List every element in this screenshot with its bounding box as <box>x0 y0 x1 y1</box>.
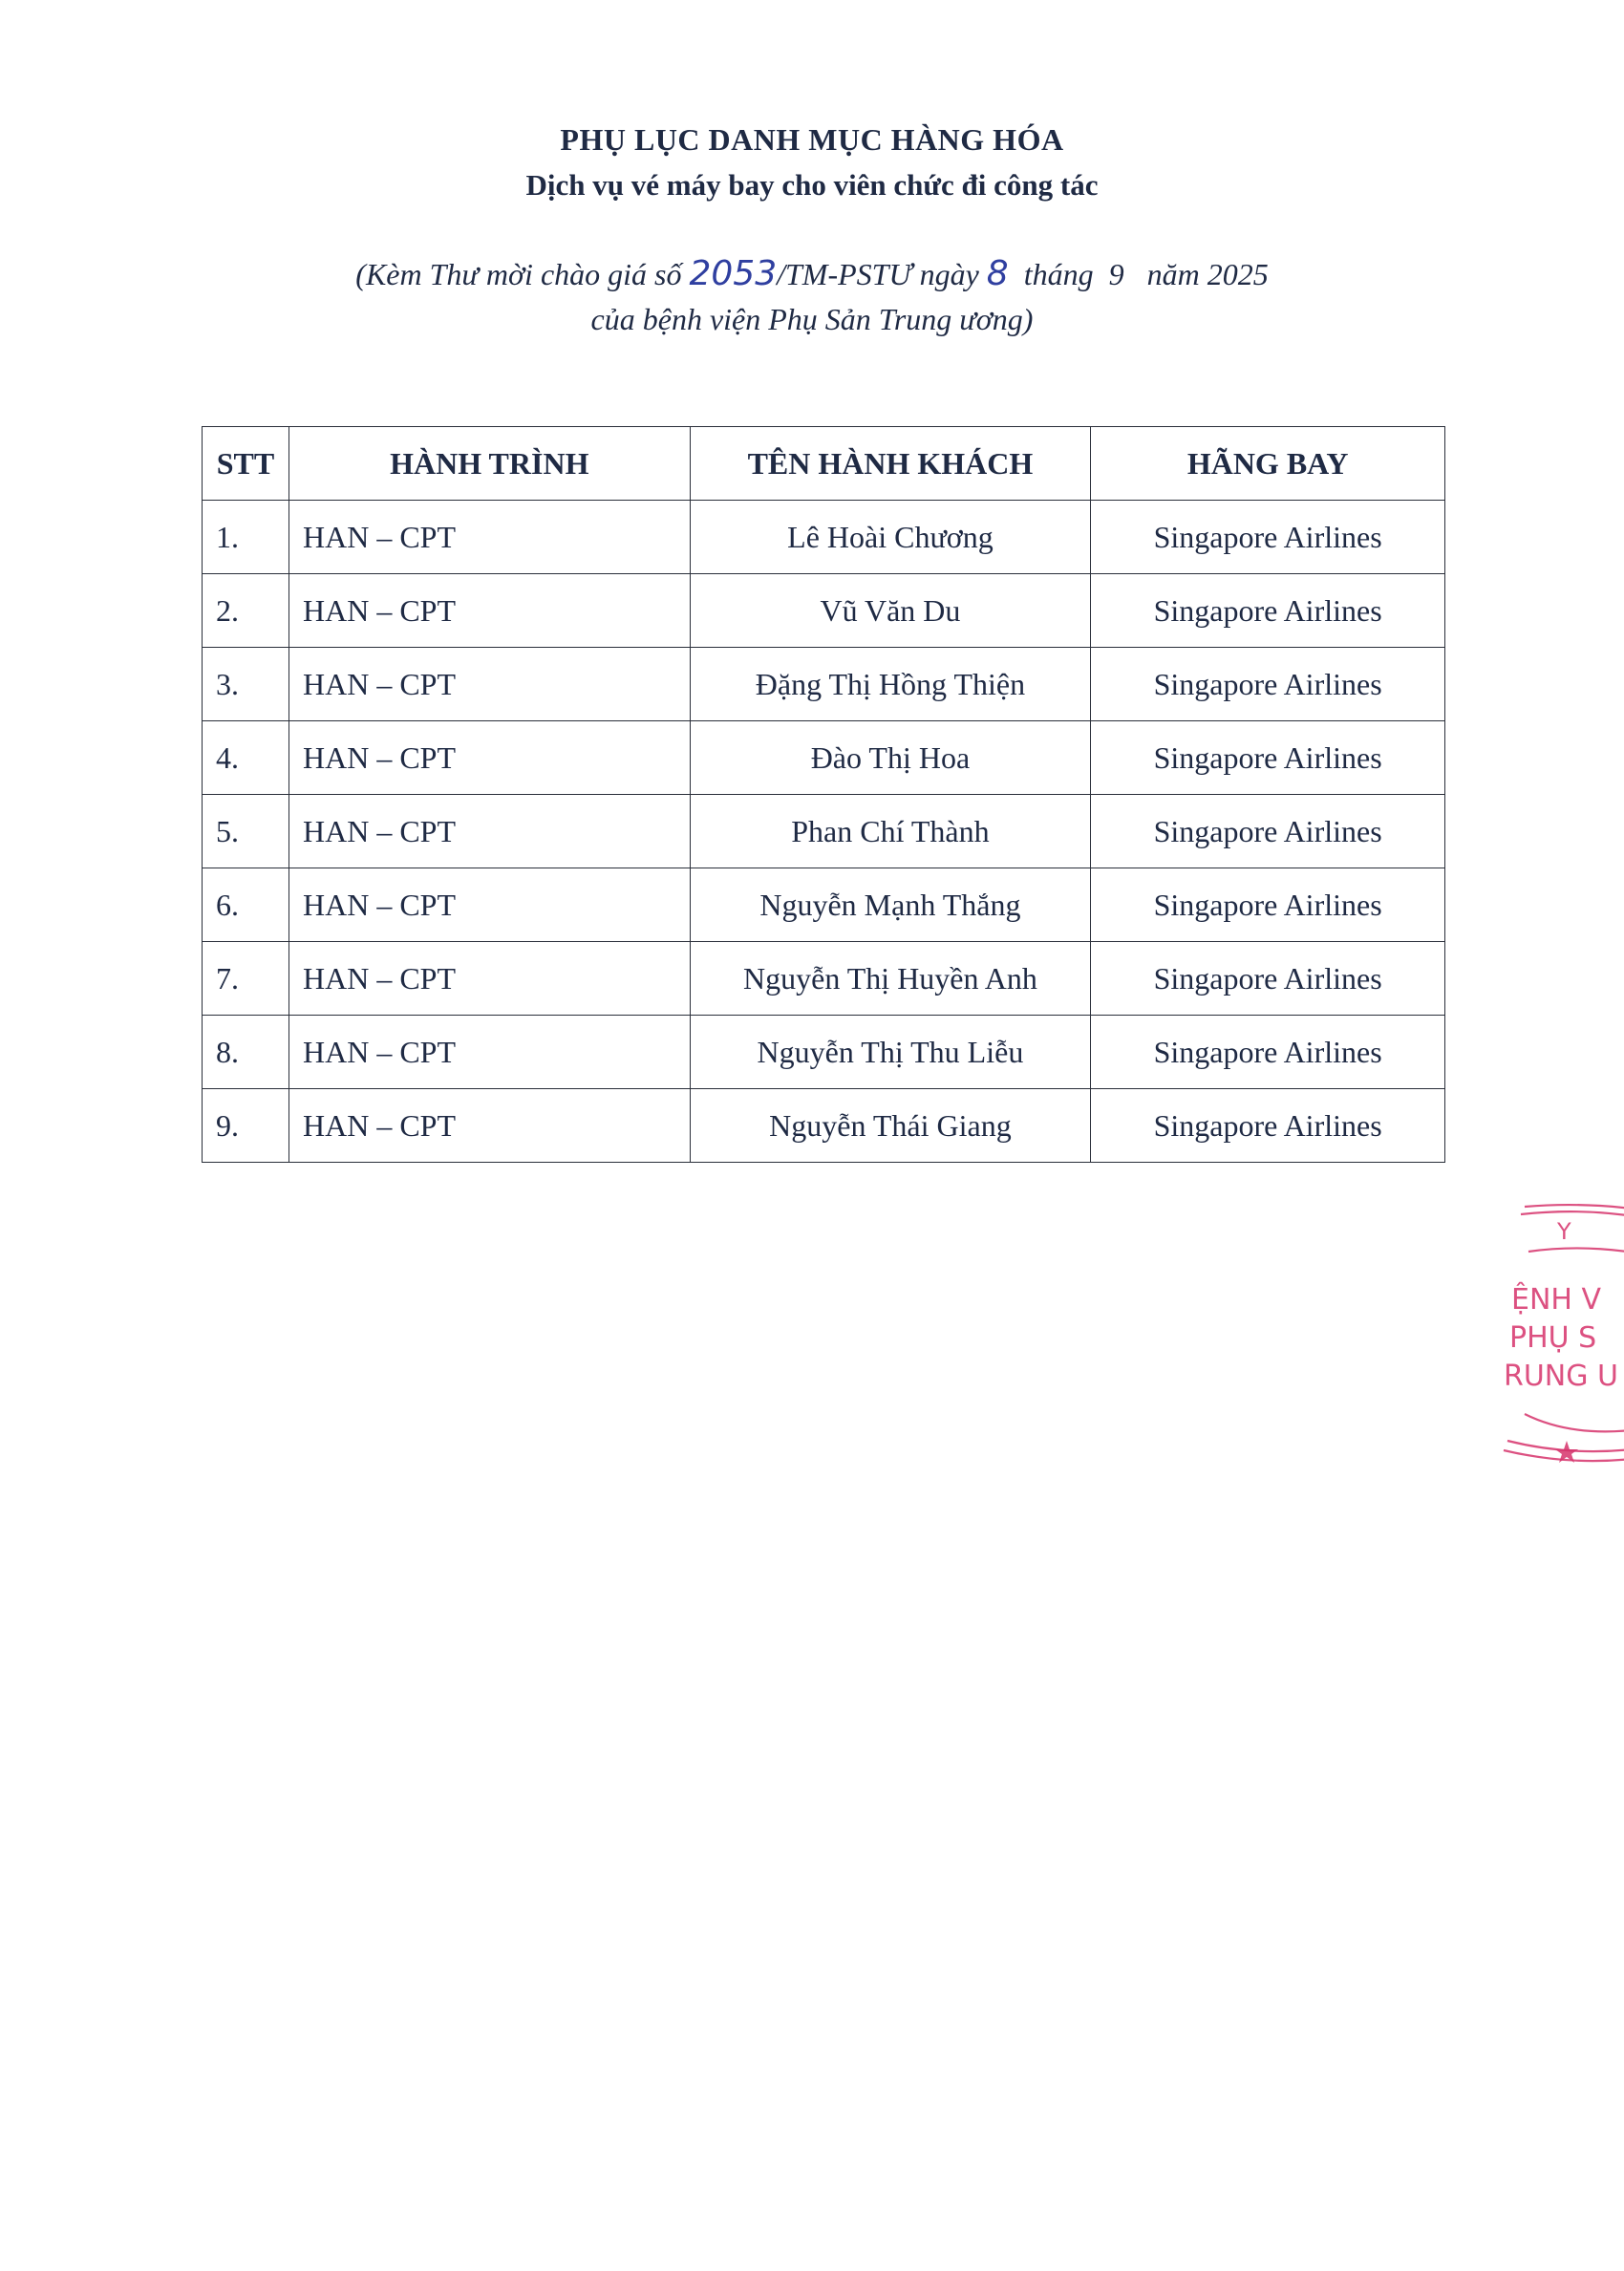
cell-airline: Singapore Airlines <box>1091 1089 1445 1163</box>
cell-route: HAN – CPT <box>288 574 690 648</box>
table-row <box>203 1089 1445 1163</box>
table-row <box>203 942 1445 1016</box>
header-stt: STT <box>203 427 289 501</box>
handwritten-number: 2053 <box>689 254 778 293</box>
cell-route: HAN – CPT <box>288 1016 690 1089</box>
cell-passenger: Nguyễn Thị Thu Liễu <box>690 1016 1091 1089</box>
cell-stt: 6. <box>203 868 289 942</box>
page-title: PHỤ LỤC DANH MỤC HÀNG HÓA <box>560 122 1064 157</box>
cell-stt: 3. <box>203 648 289 721</box>
reference-middle: /TM-PSTƯ ngày <box>777 257 987 291</box>
cell-passenger: Đặng Thị Hồng Thiện <box>690 648 1091 721</box>
reference-prefix: (Kèm Thư mời chào giá số <box>355 257 690 291</box>
goods-table <box>202 426 1445 1163</box>
cell-stt: 2. <box>203 574 289 648</box>
table-row <box>203 574 1445 648</box>
cell-route: HAN – CPT <box>288 795 690 868</box>
cell-stt: 9. <box>203 1089 289 1163</box>
cell-passenger: Phan Chí Thành <box>690 795 1091 868</box>
seal-graphic <box>1486 1194 1624 1481</box>
cell-airline: Singapore Airlines <box>1091 942 1445 1016</box>
cell-stt: 7. <box>203 942 289 1016</box>
header-passenger: TÊN HÀNH KHÁCH <box>690 427 1091 501</box>
reference-date: tháng 9 năm 2025 <box>1008 257 1269 291</box>
cell-route: HAN – CPT <box>288 501 690 574</box>
table-row <box>203 868 1445 942</box>
seal-text: PHỤ S <box>1509 1321 1597 1355</box>
cell-airline: Singapore Airlines <box>1091 1016 1445 1089</box>
seal-text: ỆNH V <box>1511 1283 1602 1317</box>
cell-route: HAN – CPT <box>288 648 690 721</box>
cell-airline: Singapore Airlines <box>1091 868 1445 942</box>
page-subtitle: Dịch vụ vé máy bay cho viên chức đi công tác <box>525 168 1099 202</box>
table-row <box>203 795 1445 868</box>
seal-text: Y <box>1557 1218 1571 1245</box>
cell-stt: 8. <box>203 1016 289 1089</box>
cell-stt: 1. <box>203 501 289 574</box>
reference-line <box>0 254 1624 293</box>
cell-passenger: Đào Thị Hoa <box>690 721 1091 795</box>
cell-passenger: Nguyễn Thị Huyền Anh <box>690 942 1091 1016</box>
table-header-row <box>203 427 1445 501</box>
reference-line-2: của bệnh viện Phụ Sản Trung ương) <box>590 302 1034 336</box>
table-row <box>203 1016 1445 1089</box>
cell-airline: Singapore Airlines <box>1091 501 1445 574</box>
seal-text: RUNG U <box>1504 1360 1618 1393</box>
header-route: HÀNH TRÌNH <box>288 427 690 501</box>
cell-airline: Singapore Airlines <box>1091 795 1445 868</box>
cell-airline: Singapore Airlines <box>1091 648 1445 721</box>
cell-passenger: Lê Hoài Chương <box>690 501 1091 574</box>
table-row <box>203 648 1445 721</box>
cell-passenger: Nguyễn Mạnh Thắng <box>690 868 1091 942</box>
header-airline: HÃNG BAY <box>1091 427 1445 501</box>
table-row <box>203 501 1445 574</box>
table-row <box>203 721 1445 795</box>
cell-route: HAN – CPT <box>288 942 690 1016</box>
cell-passenger: Nguyễn Thái Giang <box>690 1089 1091 1163</box>
cell-stt: 5. <box>203 795 289 868</box>
cell-airline: Singapore Airlines <box>1091 574 1445 648</box>
handwritten-day: 8 <box>986 254 1009 293</box>
cell-route: HAN – CPT <box>288 1089 690 1163</box>
official-seal <box>1486 1194 1624 1481</box>
cell-route: HAN – CPT <box>288 868 690 942</box>
cell-route: HAN – CPT <box>288 721 690 795</box>
cell-stt: 4. <box>203 721 289 795</box>
cell-passenger: Vũ Văn Du <box>690 574 1091 648</box>
cell-airline: Singapore Airlines <box>1091 721 1445 795</box>
